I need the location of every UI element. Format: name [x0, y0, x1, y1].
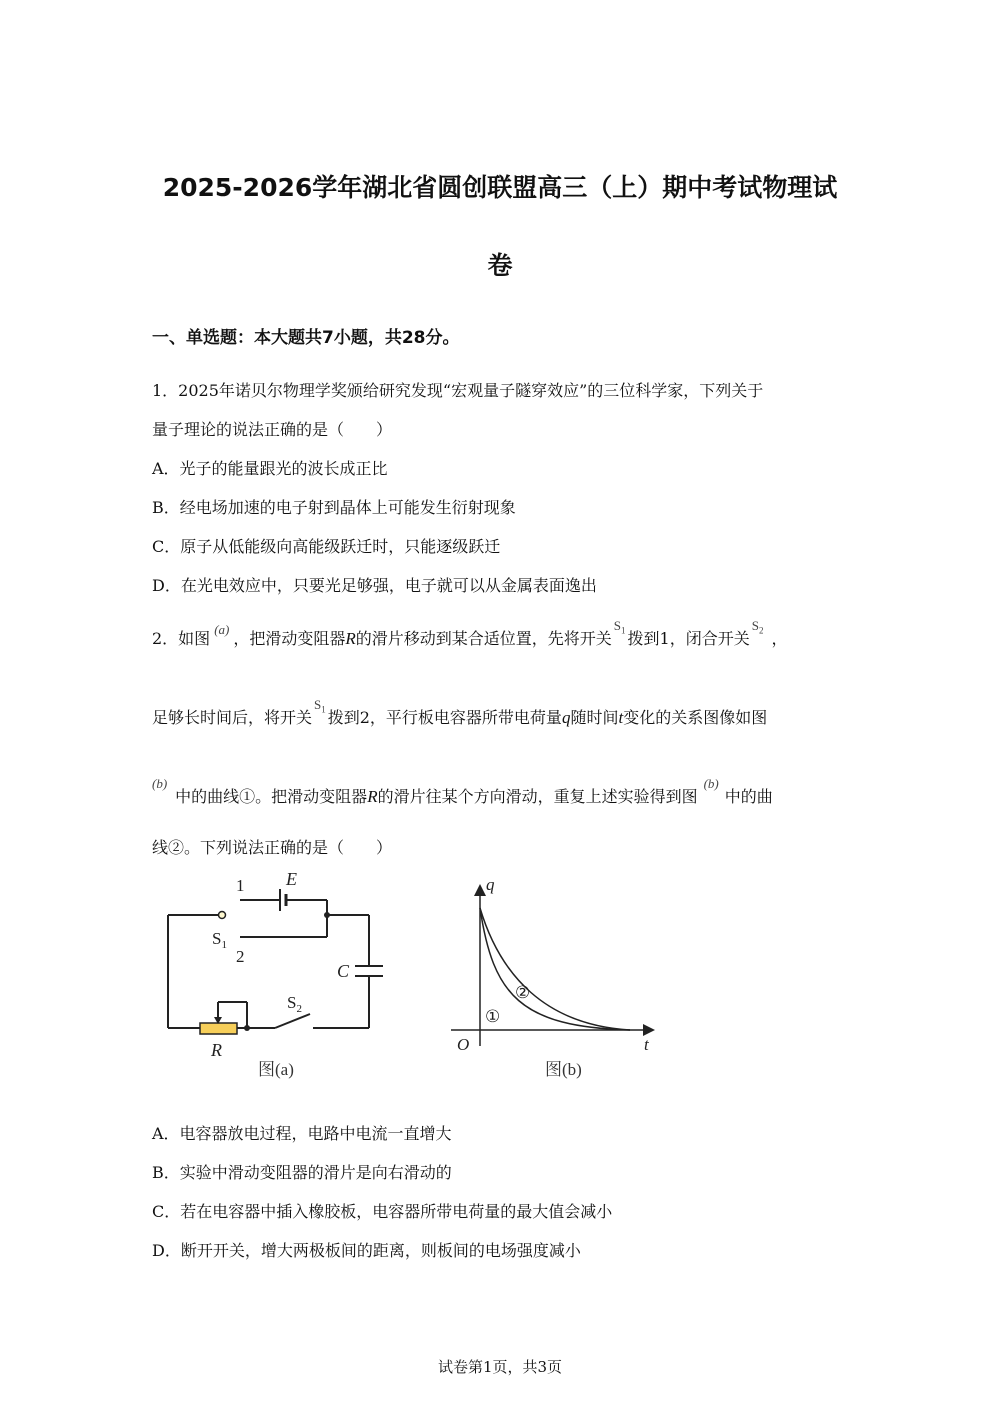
switch-s1-label: $S_1$	[212, 929, 227, 951]
q-t-graph	[445, 865, 670, 1085]
q2-text: 拨到1，闭合开关	[627, 629, 750, 648]
q1-option-a: A．光子的能量跟光的波长成正比	[152, 459, 388, 478]
q1-stem-line1: 1．2025年诺贝尔物理学奖颁给研究发现“宏观量子隧穿效应”的三位科学家，下列关于	[152, 381, 764, 400]
curve-1	[480, 908, 630, 1030]
contact-2-label: 2	[236, 947, 245, 966]
q2-text: 的滑片移动到某合适位置，先将开关	[355, 629, 612, 648]
figure-b-ref: (b)	[152, 776, 168, 791]
q2-text: ，	[771, 629, 788, 648]
q1-option-c: C．原子从低能级向高能级跃迁时，只能逐级跃迁	[152, 537, 501, 556]
page-title: 2025-2026学年湖北省圆创联盟高三（上）期中考试物理试	[162, 173, 838, 202]
switch-s2-label: $S_2$	[287, 993, 302, 1015]
switch-s1-symbol: S1	[314, 697, 326, 715]
q2-text: 变化的关系图像如图	[623, 708, 768, 727]
switch-s2-symbol: S2	[751, 618, 764, 636]
capacitor-c-label: C	[337, 961, 350, 981]
figure-a-caption: 图(a)	[258, 1060, 294, 1079]
q2-option-b: B．实验中滑动变阻器的滑片是向右滑动的	[152, 1163, 452, 1182]
q1-option-d: D．在光电效应中，只要光足够强，电子就可以从金属表面逸出	[152, 576, 597, 595]
q2-stem-line2	[152, 697, 768, 729]
q2-text: 随时间	[570, 708, 619, 727]
q1-stem-line2: 量子理论的说法正确的是（ ）	[152, 420, 393, 439]
q2-option-d: D．断开开关，增大两极板间的距离，则板间的电场强度减小	[152, 1241, 581, 1260]
page-footer: 试卷第1页，共3页	[437, 1358, 563, 1376]
t-axis-label: t	[644, 1035, 649, 1054]
circuit-diagram	[150, 865, 410, 1085]
q1-option-b: B．经电场加速的电子射到晶体上可能发生衍射现象	[152, 498, 516, 517]
q2-option-a: A．电容器放电过程，电路中电流一直增大	[152, 1124, 452, 1143]
q2-stem-line4: 线②。下列说法正确的是（ ）	[152, 838, 393, 857]
section-heading: 一、单选题：本大题共7小题，共28分。	[152, 328, 460, 348]
q2-text: 2．如图	[152, 629, 211, 648]
q2-text: 的滑片往某个方向滑动，重复上述实验得到图	[377, 787, 698, 806]
resistor-symbol: R	[367, 787, 378, 806]
q2-stem-line3	[152, 776, 773, 807]
figure-b-caption: 图(b)	[545, 1060, 582, 1079]
battery-e-label: E	[286, 869, 297, 889]
q2-option-c: C．若在电容器中插入橡胶板，电容器所带电荷量的最大值会减小	[152, 1202, 613, 1221]
q-axis-label: q	[486, 875, 495, 894]
switch-s2-blade	[275, 1014, 310, 1028]
resistor-symbol: R	[345, 629, 356, 648]
switch-s1-pivot	[219, 912, 226, 919]
q2-text: 中的曲线①。把滑动变阻器	[175, 787, 368, 806]
rheostat-r-label: R	[211, 1040, 222, 1060]
charge-symbol: q	[561, 708, 571, 727]
q2-text: 中的曲	[724, 787, 773, 806]
figure-b-ref: (b)	[703, 776, 719, 791]
time-symbol: t	[618, 708, 624, 727]
origin-label: O	[457, 1035, 470, 1054]
rheostat-body	[200, 1023, 237, 1034]
figure-a-ref: (a)	[214, 622, 230, 637]
page-title-continued: 卷	[487, 251, 513, 280]
contact-1-label: 1	[236, 876, 245, 895]
curve-1-label: ①	[485, 1007, 501, 1026]
q2-text: ，把滑动变阻器	[233, 629, 346, 648]
curve-2-label: ②	[515, 983, 531, 1002]
junction-dot	[244, 1025, 250, 1031]
curve-2	[480, 908, 630, 1030]
q2-text: 拨到2，平行板电容器所带电荷量	[327, 708, 562, 727]
switch-s1-symbol: S1	[613, 618, 626, 636]
junction-dot	[324, 912, 330, 918]
q2-stem-line1	[152, 618, 788, 650]
q2-text: 足够长时间后，将开关	[152, 708, 313, 727]
